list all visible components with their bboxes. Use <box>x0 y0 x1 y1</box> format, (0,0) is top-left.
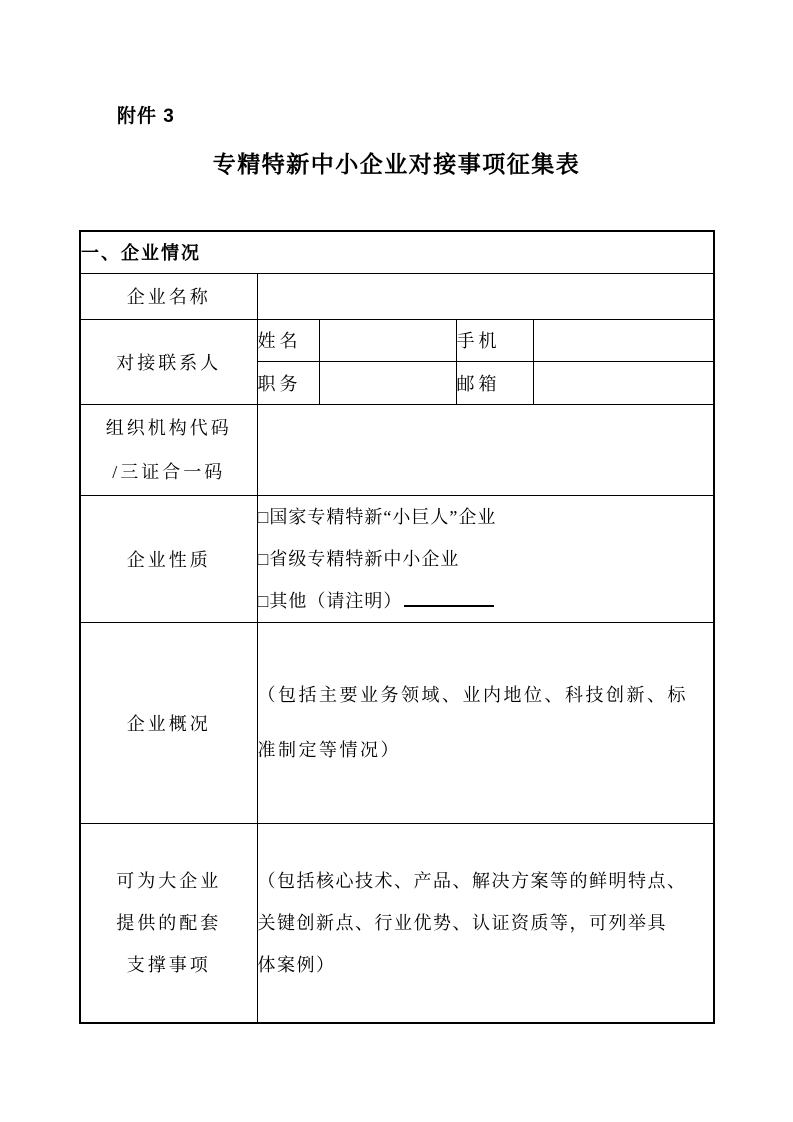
fill-in-line[interactable] <box>404 589 494 607</box>
org-code-label <box>80 404 257 495</box>
page-title: 专精特新中小企业对接事项征集表 <box>212 151 581 177</box>
overview-label: 企业概况 <box>80 622 257 823</box>
support-label-line2: 提供的配套 <box>116 912 222 933</box>
contact-name-label: 姓名 <box>257 319 319 361</box>
enterprise-info-table <box>79 230 715 1024</box>
contact-name-input[interactable] <box>319 319 456 361</box>
nature-option-other[interactable] <box>258 580 714 622</box>
support-label-line3: 支撑事项 <box>126 954 211 975</box>
org-code-input[interactable] <box>257 404 714 495</box>
contact-label: 对接联系人 <box>80 319 257 404</box>
support-note-cell[interactable] <box>257 823 714 1023</box>
attachment-label: 附件 3 <box>117 106 175 127</box>
nature-option-provincial[interactable]: □省级专精特新中小企业 <box>257 548 460 569</box>
contact-position-input[interactable] <box>319 361 456 404</box>
support-label <box>80 823 257 1023</box>
section-header: 一、企业情况 <box>80 231 714 273</box>
nature-option-other-label: □其他（请注明） <box>257 590 403 611</box>
support-label-line1: 可为大企业 <box>116 870 222 891</box>
overview-note-line1: （包括主要业务领域、业内地位、科技创新、标 <box>257 684 688 705</box>
overview-note-line2: 准制定等情况） <box>257 739 401 760</box>
contact-email-label: 邮箱 <box>456 361 533 404</box>
nature-options-cell <box>257 495 714 622</box>
org-code-label-line2: /三证合一码 <box>112 461 226 482</box>
nature-option-national[interactable]: □国家专精特新“小巨人”企业 <box>257 506 497 527</box>
company-name-label: 企业名称 <box>80 273 257 319</box>
org-code-label-line1: 组织机构代码 <box>105 417 232 438</box>
contact-mobile-input[interactable] <box>533 319 714 361</box>
overview-note-cell[interactable] <box>257 622 714 823</box>
nature-label: 企业性质 <box>80 495 257 622</box>
support-note-line2: 关键创新点、行业优势、认证资质等，可列举具 <box>257 912 667 933</box>
company-name-input[interactable] <box>257 273 714 319</box>
contact-mobile-label: 手机 <box>456 319 533 361</box>
support-note-line1: （包括核心技术、产品、解决方案等的鲜明特点、 <box>257 870 687 891</box>
contact-position-label: 职务 <box>257 361 319 404</box>
support-note-line3: 体案例） <box>257 954 336 975</box>
contact-email-input[interactable] <box>533 361 714 404</box>
